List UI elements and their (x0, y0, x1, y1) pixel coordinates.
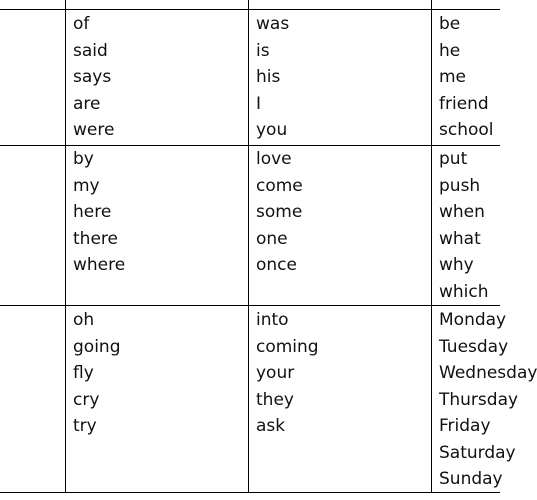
word: Tuesday (439, 336, 509, 357)
word-list (256, 307, 319, 440)
word-list (73, 146, 125, 279)
word: they (256, 389, 294, 410)
word-list (439, 146, 489, 305)
word: are (73, 93, 101, 114)
word-list (256, 146, 303, 279)
word: push (439, 175, 481, 196)
word: one (256, 228, 288, 249)
word: friend (439, 93, 489, 114)
word: my (73, 175, 100, 196)
word: be (439, 14, 461, 34)
word: where (73, 255, 126, 275)
word: he (439, 40, 461, 61)
word: love (256, 149, 292, 169)
word: going (73, 336, 121, 357)
word-list (439, 307, 537, 493)
word: here (73, 202, 112, 222)
table-bottom-border (0, 492, 500, 493)
word: Sunday (439, 469, 503, 489)
word: Saturday (439, 442, 516, 463)
column-divider-1 (65, 0, 66, 493)
word: Monday (439, 310, 507, 330)
word-list (73, 11, 114, 144)
word: try (73, 416, 97, 436)
word: why (439, 255, 474, 275)
word: were (73, 120, 115, 140)
word: some (256, 202, 303, 222)
word: fly (73, 363, 94, 383)
word: his (256, 67, 281, 87)
word: there (73, 228, 118, 249)
word: Wednesday (439, 363, 537, 383)
word: Friday (439, 416, 491, 436)
word: Thursday (439, 389, 519, 410)
word: you (256, 120, 288, 140)
row-divider-2 (0, 305, 500, 306)
word: me (439, 67, 467, 87)
word: cry (73, 389, 100, 410)
column-divider-2 (248, 0, 249, 493)
word: come (256, 175, 303, 196)
word: coming (256, 336, 319, 357)
word-list (73, 307, 120, 440)
word: once (256, 255, 297, 275)
word: school (439, 120, 494, 140)
word: when (439, 202, 485, 222)
word: oh (73, 310, 95, 330)
word: your (256, 363, 295, 383)
word: I (256, 93, 262, 114)
column-divider-3 (431, 0, 432, 493)
word: put (439, 149, 468, 169)
word: says (73, 67, 112, 87)
word: into (256, 310, 289, 330)
word: what (439, 228, 481, 249)
word: was (256, 14, 290, 34)
word: ask (256, 416, 286, 436)
word: is (256, 40, 270, 61)
word: which (439, 281, 489, 302)
table-top-border (0, 9, 500, 10)
word: said (73, 40, 108, 61)
word: by (73, 149, 94, 169)
word-list (439, 11, 494, 144)
word: of (73, 14, 90, 34)
word-list (256, 11, 289, 144)
